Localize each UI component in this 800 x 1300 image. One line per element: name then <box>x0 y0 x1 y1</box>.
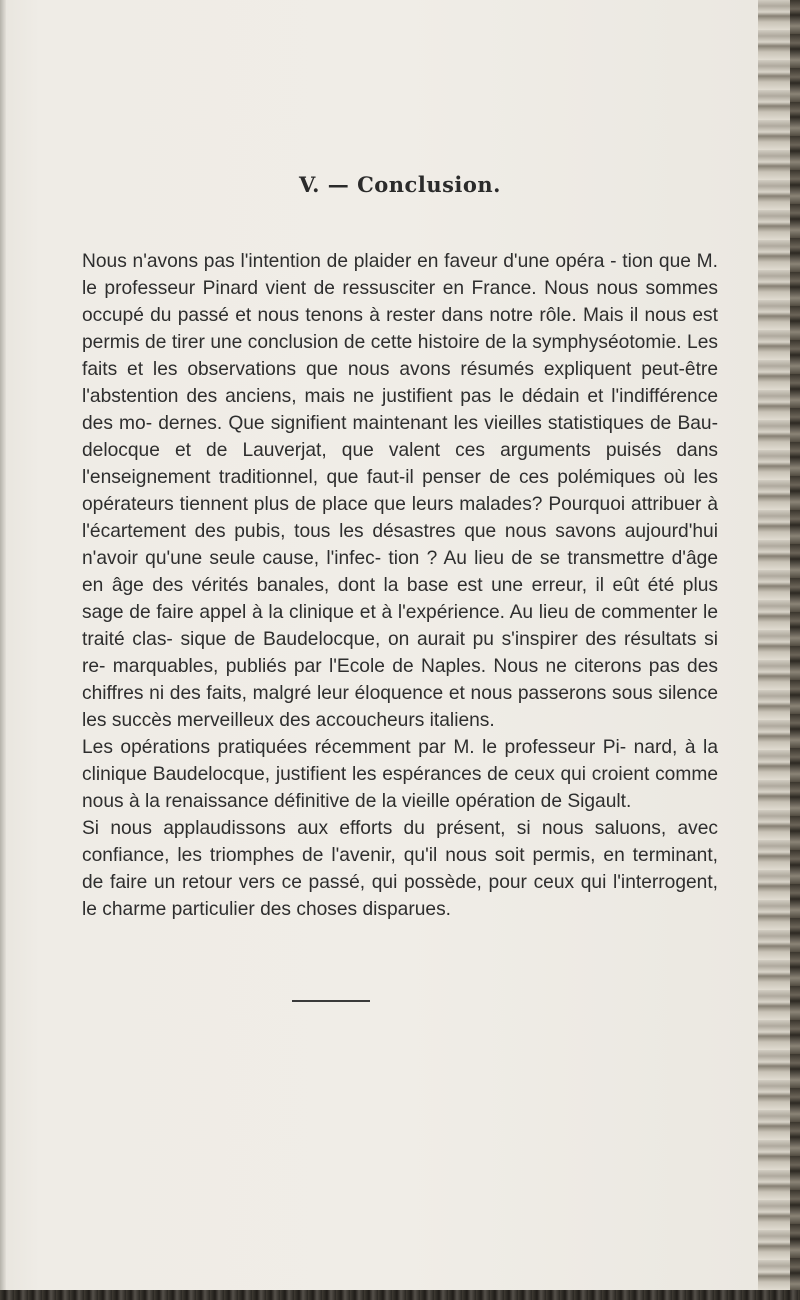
paragraph-1: Nous n'avons pas l'intention de plaider en faveur d'une opéra - tion que M. le professeur Pinard vient de ressusciter en France. Nous nous sommes occupé du passé et nous tenons à rester dans notre rôle. Mais il nous est permis de tirer une conclusion de cette histoire de la symphyséotomie. Les faits et les observations que nous avons résumés expliquent peut-être l'abstention des anciens, mais ne justifient pas le dédain et l'indifférence des mo- dernes. Que signifient maintenant les vieilles statistiques de Bau- delocque et de Lauverjat, que valent ces arguments puisés dans l'enseignement traditionnel, que faut-il penser de ces polémiques où les opérateurs tiennent plus de place que leurs malades? Pourquoi attribuer à l'écartement des pubis, tous les désastres que nous savons aujourd'hui n'avoir qu'une seule cause, l'infec- tion ? Au lieu de se transmettre d'âge en âge des vérités banales, dont la base est une erreur, il eût été plus sage de faire appel à la clinique et à l'expérience. Au lieu de commenter le traité clas- sique de Baudelocque, on aurait pu s'inspirer des résultats si re- marquables, publiés par l'Ecole de Naples. Nous ne citerons pas des chiffres ni des faits, malgré leur éloquence et nous passerons sous silence les succès merveilleux des accoucheurs italiens. <box>82 251 718 731</box>
closing-rule <box>292 1000 370 1002</box>
bottom-page-edge <box>0 1290 800 1300</box>
paragraph-2: Les opérations pratiquées récemment par M. le professeur Pi- nard, à la clinique Baudelocque, justifient les espérances de ceux qui croient comme nous à la renaissance définitive de la vieille opération de Sigault. <box>82 737 718 812</box>
section-heading: V. — Conclusion. <box>299 172 501 197</box>
body-text <box>82 248 718 923</box>
paragraph-3: Si nous applaudissons aux efforts du présent, si nous saluons, avec confiance, les triomphes de l'avenir, qu'il nous soit permis, en terminant, de faire un retour vers ce passé, qui possède, pour ceux qui l'interrogent, le charme particulier des choses disparues. <box>82 818 718 920</box>
